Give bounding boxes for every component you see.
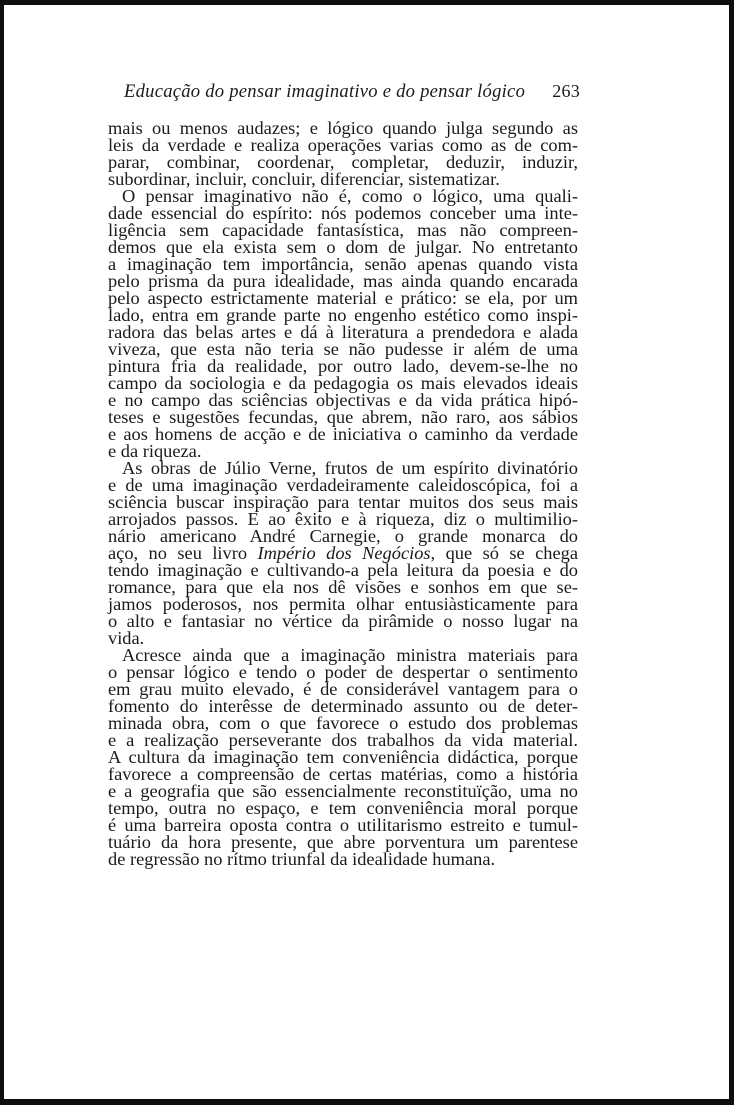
- text-line: favorece a compreensão de certas matérias, como a história: [108, 764, 578, 784]
- text-line: campo da sociologia e da pedagogia os mais elevados ideais: [108, 373, 578, 393]
- text-line: a imaginação tem importância, senão apenas quando vista: [108, 254, 578, 274]
- text-line: e de uma imaginação verdadeiramente caleidoscópica, foi a: [108, 475, 578, 495]
- page-number: 263: [552, 81, 580, 101]
- text-line: dade essencial do espírito: nós podemos conceber uma inte-: [108, 203, 578, 223]
- text-line: é uma barreira oposta contra o utilitarismo estreito e tumul-: [108, 815, 578, 835]
- text-line: leis da verdade e realiza operações varias como as de com-: [108, 135, 578, 155]
- paragraph-first-line: As obras de Júlio Verne, frutos de um espírito divinatório: [122, 458, 578, 478]
- text-line: de regressão no rítmo triunfal da idealidade humana.: [108, 849, 496, 869]
- text-line: tendo imaginação e cultivando-a pela leitura da poesia e do: [108, 560, 578, 580]
- text-line: lado, entra em grande parte no engenho estético como inspi-: [108, 305, 578, 325]
- text-line: pelo prisma da pura idealidade, mas ainda quando encarada: [108, 271, 578, 291]
- text-line: teses e sugestões fecundas, que abrem, não raro, aos sábios: [108, 407, 578, 427]
- text-line: A cultura da imaginação tem conveniência didáctica, porque: [108, 747, 578, 767]
- text-line: tempo, outra no espaço, e tem conveniência moral porque: [108, 798, 578, 818]
- book-title: Império dos Negócios,: [257, 543, 436, 563]
- text-line: e aos homens de acção e de iniciativa o caminho da verdade: [108, 424, 578, 444]
- text-line: minada obra, com o que favorece o estudo dos problemas: [108, 713, 578, 733]
- text-line: pintura fria da realidade, por outro lado, devem-se-lhe no: [108, 356, 578, 376]
- text-line: o pensar lógico e tendo o poder de despertar o sentimento: [108, 662, 578, 682]
- text-line: sciência buscar inspiração para tentar muitos dos seus mais: [108, 492, 578, 512]
- text-line: parar, combinar, coordenar, completar, deduzir, induzir,: [108, 152, 578, 172]
- paragraph-first-line: Acresce ainda que a imaginação ministra materiais para: [122, 645, 578, 665]
- text-line: e a realização perseverante dos trabalhos da vida material.: [108, 730, 578, 750]
- text-line: e a geografia que são essencialmente reconstituïção, uma no: [108, 781, 578, 801]
- text-line: vida.: [108, 628, 145, 648]
- text-line: e da riqueza.: [108, 441, 202, 461]
- body-text: [108, 120, 578, 868]
- text-line: viveza, que esta não teria se não pudesse ir além de uma: [108, 339, 578, 359]
- text-line: nário americano André Carnegie, o grande monarca do: [108, 526, 578, 546]
- text-line: tuário da hora presente, que abre porventura um parentese: [108, 832, 578, 852]
- text-line: e no campo das sciências objectivas e da vida prática hipó-: [108, 390, 578, 410]
- text-line: subordinar, incluir, concluir, diferenciar, sistematizar.: [108, 169, 500, 189]
- text-line: fomento do interêsse de determinado assunto ou de deter-: [108, 696, 578, 716]
- text-line: demos que ela exista sem o dom de julgar. No entretanto: [108, 237, 578, 257]
- running-title: Educação do pensar imaginativo e do pensar lógico: [124, 81, 526, 102]
- text-line-with-book-title: aço, no seu livro Império dos Negócios, que só se chega: [108, 543, 578, 563]
- text-line: romance, para que ela nos dê visões e sonhos em que se-: [108, 577, 578, 597]
- text-line: arrojados passos. E ao êxito e à riqueza, diz o multimilio-: [108, 509, 578, 529]
- text-line: radora das belas artes e dá à literatura a prendedora e alada: [108, 322, 578, 342]
- text-line: o alto e fantasiar no vértice da pirâmide o nosso lugar na: [108, 611, 578, 631]
- text-line: ligência sem capacidade fantasística, mas não compreen-: [108, 220, 578, 240]
- text-line: jamos poderosos, nos permita olhar entusiàsticamente para: [108, 594, 578, 614]
- text-line: em grau muito elevado, é de considerável vantagem para o: [108, 679, 578, 699]
- paragraph-first-line: O pensar imaginativo não é, como o lógico, uma quali-: [122, 186, 578, 206]
- running-header: [124, 81, 580, 103]
- text-line: pelo aspecto estrictamente material e prático: se ela, por um: [108, 288, 578, 308]
- text-line: mais ou menos audazes; e lógico quando julga segundo as: [108, 118, 578, 138]
